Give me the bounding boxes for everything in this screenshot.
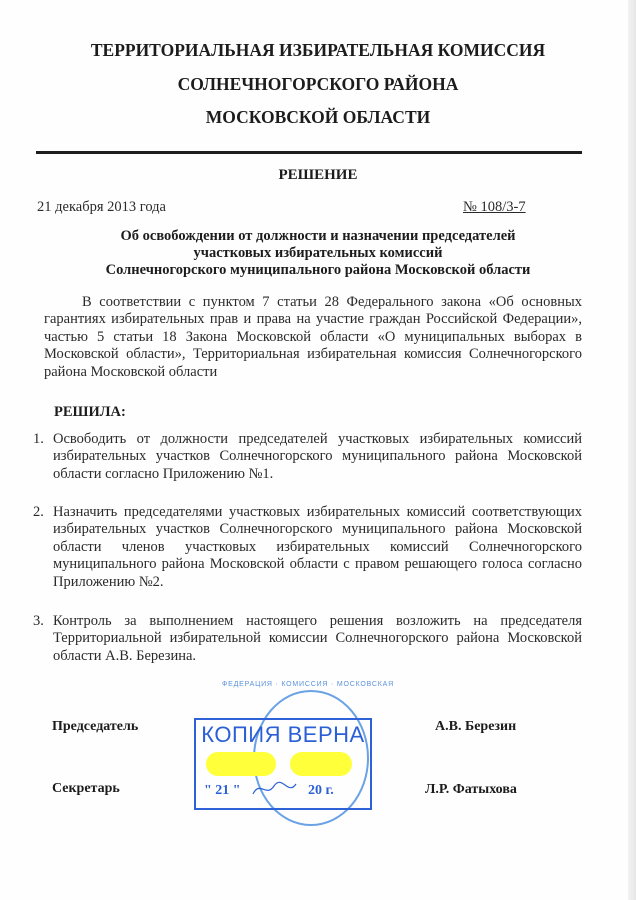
document-date: 21 декабря 2013 года — [37, 199, 166, 215]
item-number: 1. — [33, 431, 44, 447]
copy-stamp-title: КОПИЯ ВЕРНА — [201, 722, 365, 747]
header-line-3: МОСКОВСКОЙ ОБЛАСТИ — [205, 107, 431, 127]
list-item — [33, 431, 582, 483]
subject-line-1: Об освобождении от должности и назначении председателей — [120, 228, 516, 244]
item-number: 2. — [33, 504, 44, 520]
header-divider — [36, 151, 582, 154]
document-subject — [0, 228, 636, 279]
secretary-label: Секретарь — [52, 781, 120, 796]
item-text: Контроль за выполнением настоящего решения возложить на председателя Территориальной избирательной комиссии Солнечногорского района Московской области А.В. Березина. — [53, 613, 582, 664]
list-item — [33, 613, 582, 665]
chairman-name: А.В. Березин — [435, 719, 517, 734]
subject-line-3: Солнечногорского муниципального района Московской области — [105, 262, 531, 278]
document-type: РЕШЕНИЕ — [278, 167, 358, 183]
item-text: Назначить председателями участковых избирательных комиссий соответствующих избирательных участков Солнечногорского муниципального района Московской области членов участковых избирательных комиссий Солнечногорского муниципального района Московской области с правом решающего голоса согласно Приложению №2. — [53, 504, 582, 590]
copy-stamp-year: 20 г. — [308, 783, 334, 798]
chairman-label: Председатель — [52, 719, 139, 734]
preamble-paragraph: В соответствии с пунктом 7 статьи 28 Федерального закона «Об основных гарантиях избирательных прав и права на участие граждан Российской Федерации», частью 5 статьи 18 Закона Московской области «О муниципальных выборах в Московской области», Территориальная избирательная комиссия Солнечногорского района Московской области — [44, 294, 582, 380]
item-text: Освободить от должности председателей участковых избирательных комиссий избирательных участков Солнечногорского муниципального района Московской области согласно Приложению №1. — [53, 431, 582, 482]
secretary-name: Л.Р. Фатыхова — [425, 782, 517, 797]
document-number: № 108/3-7 — [463, 199, 526, 215]
header-line-1: ТЕРРИТОРИАЛЬНАЯ ИЗБИРАТЕЛЬНАЯ КОМИССИЯ — [90, 40, 546, 60]
resolved-label: РЕШИЛА: — [54, 404, 126, 420]
subject-line-2: участковых избирательных комиссий — [193, 245, 443, 261]
seal-ring-text: ФЕДЕРАЦИЯ · КОМИССИЯ · МОСКОВСКАЯ — [222, 681, 394, 688]
copy-stamp-date: " 21 " — [204, 783, 241, 798]
item-number: 3. — [33, 613, 44, 629]
header-line-2: СОЛНЕЧНОГОРСКОГО РАЙОНА — [177, 74, 459, 94]
redaction-mark — [206, 752, 276, 776]
redaction-mark — [290, 752, 352, 776]
scan-edge — [628, 0, 636, 900]
list-item — [33, 504, 582, 591]
handwritten-signature — [250, 776, 300, 800]
